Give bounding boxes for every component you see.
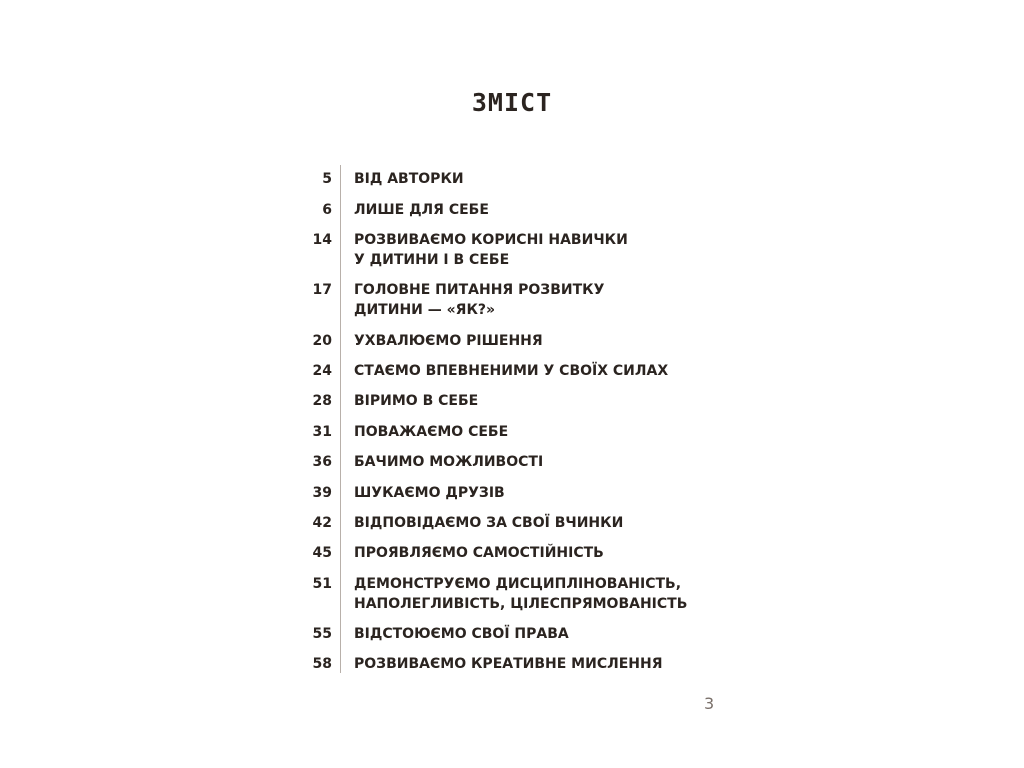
toc-divider bbox=[340, 165, 341, 673]
toc-title bbox=[354, 391, 754, 411]
toc-title bbox=[354, 169, 754, 189]
toc-page-number: 6 bbox=[322, 202, 332, 218]
toc-title-line: ВІДСТОЮЄМО СВОЇ ПРАВА bbox=[354, 626, 569, 642]
toc-title bbox=[354, 230, 754, 270]
toc-page-number: 45 bbox=[312, 545, 332, 561]
toc-title-line: ВІДПОВІДАЄМО ЗА СВОЇ ВЧИНКИ bbox=[354, 515, 624, 531]
toc-title-line: СТАЄМО ВПЕВНЕНИМИ У СВОЇХ СИЛАХ bbox=[354, 363, 669, 379]
toc-title-line: ПРОЯВЛЯЄМО САМОСТІЙНІСТЬ bbox=[354, 545, 604, 561]
page-number: 3 bbox=[704, 694, 715, 713]
toc-title-line: ГОЛОВНЕ ПИТАННЯ РОЗВИТКУ bbox=[354, 282, 605, 298]
toc-title bbox=[354, 200, 754, 220]
toc-page-number: 31 bbox=[312, 424, 332, 440]
toc-title-line: УХВАЛЮЄМО РІШЕННЯ bbox=[354, 333, 543, 349]
toc-title bbox=[354, 543, 754, 563]
toc-page-number: 5 bbox=[322, 171, 332, 187]
page-title: ЗМІСТ bbox=[471, 88, 553, 117]
toc-title bbox=[354, 331, 754, 351]
toc-title-line: У ДИТИНИ І В СЕБЕ bbox=[354, 252, 510, 268]
toc-title-line: ДЕМОНСТРУЄМО ДИСЦИПЛІНОВАНІСТЬ, bbox=[354, 576, 682, 592]
toc-title bbox=[354, 624, 754, 644]
toc-page-number: 14 bbox=[312, 232, 332, 248]
toc-title bbox=[354, 574, 754, 614]
toc-title-line: ПОВАЖАЄМО СЕБЕ bbox=[354, 424, 509, 440]
toc-page-number: 39 bbox=[312, 485, 332, 501]
toc-page-number: 20 bbox=[312, 333, 332, 349]
toc-title-line: ЛИШЕ ДЛЯ СЕБЕ bbox=[354, 202, 489, 218]
toc-page-number: 36 bbox=[312, 454, 332, 470]
toc-page-number: 51 bbox=[312, 576, 332, 592]
toc-title-line: ВІРИМО В СЕБЕ bbox=[354, 393, 479, 409]
toc-title bbox=[354, 422, 754, 442]
toc-page-number: 17 bbox=[312, 282, 332, 298]
toc-page-number: 55 bbox=[312, 626, 332, 642]
toc-title-line: ДИТИНИ — «ЯК?» bbox=[354, 302, 496, 318]
toc-title bbox=[354, 361, 754, 381]
toc-page-number: 58 bbox=[312, 656, 332, 672]
toc-title-line: ВІД АВТОРКИ bbox=[354, 171, 464, 187]
toc-title bbox=[354, 452, 754, 472]
toc-page-number: 42 bbox=[312, 515, 332, 531]
toc-page-number: 28 bbox=[312, 393, 332, 409]
toc-title-line: РОЗВИВАЄМО КРЕАТИВНЕ МИСЛЕННЯ bbox=[354, 656, 663, 672]
toc-title bbox=[354, 280, 754, 320]
toc-title-line: ШУКАЄМО ДРУЗІВ bbox=[354, 485, 505, 501]
toc-title bbox=[354, 654, 754, 674]
toc-title-line: НАПОЛЕГЛИВІСТЬ, ЦІЛЕСПРЯМОВАНІСТЬ bbox=[354, 596, 688, 612]
toc-title bbox=[354, 483, 754, 503]
toc-title bbox=[354, 513, 754, 533]
toc-page-number: 24 bbox=[312, 363, 332, 379]
toc-title-line: БАЧИМО МОЖЛИВОСТІ bbox=[354, 454, 544, 470]
toc-title-line: РОЗВИВАЄМО КОРИСНІ НАВИЧКИ bbox=[354, 232, 628, 248]
